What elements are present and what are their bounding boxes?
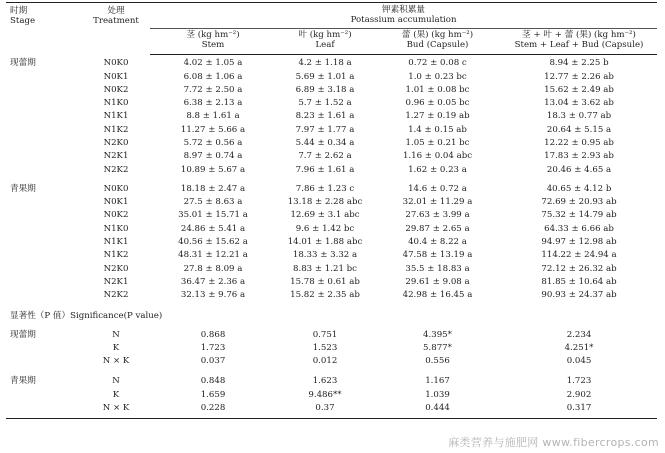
column-header-total-cn: 茎 + 叶 + 蕾 (果) (kg hm⁻²) bbox=[522, 29, 636, 40]
bud-value-cell: 42.98 ± 16.45 a bbox=[402, 290, 473, 301]
column-header-stem-cn: 茎 (kg hm⁻²) bbox=[186, 29, 240, 40]
leaf-value-cell: 7.96 ± 1.61 a bbox=[295, 164, 355, 175]
leaf-value-cell: 0.37 bbox=[315, 403, 335, 414]
stage-empty-cell bbox=[6, 290, 82, 303]
stage-empty-cell bbox=[6, 71, 82, 84]
stem-value-cell: 8.8 ± 1.61 a bbox=[186, 111, 240, 122]
leaf-value-cell: 4.2 ± 1.18 a bbox=[298, 58, 352, 69]
treatment-cell: N × K bbox=[102, 356, 130, 367]
column-header-bud bbox=[374, 28, 501, 54]
leaf-value-cell: 7.7 ± 2.62 a bbox=[298, 151, 352, 162]
treatment-header-cn: 处理 bbox=[107, 6, 125, 16]
stem-value-cell: 27.5 ± 8.63 a bbox=[183, 197, 243, 208]
table-row bbox=[6, 151, 657, 164]
table-row bbox=[6, 355, 657, 368]
bud-value-cell: 35.5 ± 18.83 a bbox=[405, 263, 470, 274]
table-row bbox=[6, 263, 657, 276]
stage-header-cn: 时期 bbox=[10, 6, 28, 16]
bud-value-cell: 0.72 ± 0.08 c bbox=[408, 58, 467, 69]
total-value-cell: 114.22 ± 24.94 a bbox=[541, 250, 617, 261]
total-value-cell: 1.723 bbox=[566, 376, 592, 387]
treatment-cell: N2K0 bbox=[103, 263, 129, 274]
significance-title-row bbox=[6, 310, 657, 324]
stem-value-cell: 1.659 bbox=[200, 389, 226, 400]
stage-empty-cell bbox=[6, 124, 82, 137]
total-value-cell: 94.97 ± 12.98 ab bbox=[541, 237, 617, 248]
stage-empty-cell bbox=[6, 236, 82, 249]
total-value-cell: 75.32 ± 14.79 ab bbox=[541, 210, 617, 221]
stage-empty-cell bbox=[6, 196, 82, 209]
leaf-value-cell: 0.012 bbox=[312, 356, 338, 367]
stem-value-cell: 0.868 bbox=[200, 329, 226, 340]
stem-value-cell: 1.723 bbox=[200, 342, 226, 353]
total-value-cell: 2.902 bbox=[566, 389, 592, 400]
bud-value-cell: 29.87 ± 2.65 a bbox=[405, 223, 470, 234]
leaf-value-cell: 6.89 ± 3.18 a bbox=[295, 84, 355, 95]
table-row bbox=[6, 223, 657, 236]
column-header-total-en: Stem + Leaf + Bud (Capsule) bbox=[514, 39, 644, 50]
treatment-cell: N0K1 bbox=[103, 197, 129, 208]
group-header-en: Potassium accumulation bbox=[350, 14, 457, 25]
total-value-cell: 2.234 bbox=[566, 329, 592, 340]
table-row bbox=[6, 250, 657, 263]
stem-value-cell: 18.18 ± 2.47 a bbox=[180, 183, 246, 194]
total-value-cell: 90.93 ± 24.37 ab bbox=[541, 290, 617, 301]
bud-value-cell: 1.27 ± 0.19 ab bbox=[405, 111, 470, 122]
spacer-cell bbox=[6, 369, 657, 376]
table-body bbox=[6, 54, 657, 418]
spacer-row bbox=[6, 303, 657, 310]
table-row bbox=[6, 376, 657, 389]
treatment-cell: N0K1 bbox=[103, 71, 129, 82]
table-row bbox=[6, 124, 657, 137]
stem-value-cell: 6.38 ± 2.13 a bbox=[183, 98, 243, 109]
table-row bbox=[6, 290, 657, 303]
treatment-cell: N2K1 bbox=[103, 276, 129, 287]
table-row bbox=[6, 84, 657, 97]
bud-value-cell: 14.6 ± 0.72 a bbox=[408, 183, 467, 194]
table-row bbox=[6, 402, 657, 415]
total-value-cell: 0.045 bbox=[566, 356, 592, 367]
stem-value-cell: 7.72 ± 2.50 a bbox=[183, 84, 243, 95]
stage-empty-cell bbox=[6, 250, 82, 263]
total-value-cell: 81.85 ± 10.64 ab bbox=[541, 276, 617, 287]
stem-value-cell: 0.848 bbox=[200, 376, 226, 387]
treatment-cell: N0K0 bbox=[103, 183, 129, 194]
spacer-cell bbox=[6, 303, 657, 310]
leaf-value-cell: 18.33 ± 3.32 a bbox=[292, 250, 358, 261]
leaf-value-cell: 5.69 ± 1.01 a bbox=[295, 71, 355, 82]
bud-value-cell: 1.16 ± 0.04 abc bbox=[402, 151, 473, 162]
treatment-header-en: Treatment bbox=[93, 15, 139, 26]
leaf-value-cell: 0.751 bbox=[312, 329, 338, 340]
bud-value-cell: 5.877* bbox=[423, 342, 452, 353]
column-header-stem bbox=[150, 28, 276, 54]
column-header-stem-en: Stem bbox=[201, 39, 225, 50]
bud-value-cell: 1.62 ± 0.23 a bbox=[408, 164, 467, 175]
leaf-value-cell: 5.44 ± 0.34 a bbox=[295, 137, 355, 148]
stage-header bbox=[6, 3, 82, 55]
column-header-bud-en: Bud (Capsule) bbox=[406, 39, 469, 50]
leaf-value-cell: 9.6 ± 1.42 bc bbox=[295, 223, 355, 234]
stage-empty-cell bbox=[6, 223, 82, 236]
leaf-value-cell: 13.18 ± 2.28 abc bbox=[287, 197, 363, 208]
total-value-cell: 12.77 ± 2.26 ab bbox=[544, 71, 614, 82]
table-row bbox=[6, 236, 657, 249]
bud-value-cell: 27.63 ± 3.99 a bbox=[405, 210, 470, 221]
treatment-cell: N2K2 bbox=[103, 290, 129, 301]
treatment-cell: N1K2 bbox=[103, 124, 129, 135]
stem-value-cell: 0.228 bbox=[200, 403, 226, 414]
total-value-cell: 72.12 ± 26.32 ab bbox=[541, 263, 617, 274]
bud-value-cell: 1.05 ± 0.21 bc bbox=[405, 137, 470, 148]
column-header-bud-cn: 蕾 (果) (kg hm⁻²) bbox=[401, 29, 474, 40]
stage-label: 现蕾期 bbox=[10, 329, 36, 340]
stem-value-cell: 40.56 ± 15.62 a bbox=[178, 237, 248, 248]
treatment-cell: K bbox=[112, 342, 120, 353]
total-value-cell: 8.94 ± 2.25 b bbox=[549, 58, 609, 69]
group-header-cn: 钾素积累量 bbox=[382, 5, 426, 15]
bud-value-cell: 1.4 ± 0.15 ab bbox=[408, 124, 467, 135]
stage-empty-cell bbox=[6, 210, 82, 223]
column-header-total bbox=[501, 28, 657, 54]
stem-value-cell: 11.27 ± 5.66 a bbox=[180, 124, 246, 135]
table-row bbox=[6, 111, 657, 124]
stem-value-cell: 8.97 ± 0.74 a bbox=[183, 151, 243, 162]
stage-empty-cell bbox=[6, 402, 82, 415]
column-header-leaf bbox=[276, 28, 374, 54]
table-row bbox=[6, 210, 657, 223]
stage-empty-cell bbox=[6, 263, 82, 276]
potassium-accumulation-table-container bbox=[6, 2, 657, 419]
treatment-cell: N0K0 bbox=[103, 58, 129, 69]
stage-label: 青果期 bbox=[10, 183, 36, 194]
table-row bbox=[6, 97, 657, 110]
leaf-value-cell: 12.69 ± 3.1 abc bbox=[290, 210, 360, 221]
total-value-cell: 0.317 bbox=[566, 403, 592, 414]
table-row bbox=[6, 196, 657, 209]
bud-value-cell: 4.395* bbox=[423, 329, 452, 340]
treatment-cell: N bbox=[112, 329, 120, 340]
treatment-cell: N1K2 bbox=[103, 250, 129, 261]
stage-empty-cell bbox=[6, 355, 82, 368]
stem-value-cell: 6.08 ± 1.06 a bbox=[183, 71, 243, 82]
column-header-leaf-en: Leaf bbox=[315, 39, 335, 50]
table-row bbox=[6, 71, 657, 84]
stem-value-cell: 36.47 ± 2.36 a bbox=[180, 276, 246, 287]
table-row bbox=[6, 389, 657, 402]
stem-value-cell: 27.8 ± 8.09 a bbox=[183, 263, 243, 274]
treatment-cell: N0K2 bbox=[103, 210, 129, 221]
bud-value-cell: 47.58 ± 13.19 a bbox=[402, 250, 473, 261]
treatment-cell: N2K2 bbox=[103, 164, 129, 175]
leaf-value-cell: 15.78 ± 0.61 ab bbox=[290, 276, 360, 287]
stage-empty-cell bbox=[6, 164, 82, 177]
total-value-cell: 12.22 ± 0.95 ab bbox=[544, 137, 614, 148]
bud-value-cell: 40.4 ± 8.22 a bbox=[408, 237, 467, 248]
total-value-cell: 17.83 ± 2.93 ab bbox=[544, 151, 614, 162]
table-row bbox=[6, 342, 657, 355]
treatment-header bbox=[82, 3, 150, 55]
leaf-value-cell: 7.86 ± 1.23 c bbox=[295, 183, 355, 194]
stem-value-cell: 10.89 ± 5.67 a bbox=[180, 164, 246, 175]
table-row bbox=[6, 58, 657, 71]
stem-value-cell: 24.86 ± 5.41 a bbox=[180, 223, 246, 234]
treatment-cell: N0K2 bbox=[103, 84, 129, 95]
leaf-value-cell: 7.97 ± 1.77 a bbox=[295, 124, 355, 135]
treatment-cell: N × K bbox=[102, 403, 130, 414]
table-row bbox=[6, 164, 657, 177]
total-value-cell: 40.65 ± 4.12 b bbox=[546, 183, 612, 194]
stage-empty-cell bbox=[6, 97, 82, 110]
treatment-cell: N1K1 bbox=[103, 111, 129, 122]
table-row bbox=[6, 276, 657, 289]
watermark: 麻类营养与施肥网 www.fibercrops.com bbox=[448, 436, 659, 449]
stage-empty-cell bbox=[6, 151, 82, 164]
stage-header-en: Stage bbox=[10, 15, 36, 26]
stem-value-cell: 35.01 ± 15.71 a bbox=[178, 210, 248, 221]
bud-value-cell: 32.01 ± 11.29 a bbox=[402, 197, 473, 208]
stem-value-cell: 48.31 ± 12.21 a bbox=[178, 250, 248, 261]
bud-value-cell: 0.96 ± 0.05 bc bbox=[405, 98, 470, 109]
total-value-cell: 20.64 ± 5.15 a bbox=[546, 124, 612, 135]
stage-empty-cell bbox=[6, 389, 82, 402]
potassium-accumulation-table bbox=[6, 2, 657, 419]
bud-value-cell: 0.556 bbox=[425, 356, 450, 367]
stage-empty-cell bbox=[6, 137, 82, 150]
leaf-value-cell: 5.7 ± 1.52 a bbox=[298, 98, 352, 109]
leaf-value-cell: 8.83 ± 1.21 bc bbox=[293, 263, 357, 274]
bud-value-cell: 29.61 ± 9.08 a bbox=[405, 276, 470, 287]
table-row bbox=[6, 183, 657, 196]
treatment-cell: K bbox=[112, 389, 120, 400]
spacer-row bbox=[6, 369, 657, 376]
total-value-cell: 20.46 ± 4.65 a bbox=[546, 164, 612, 175]
stage-empty-cell bbox=[6, 84, 82, 97]
stem-value-cell: 0.037 bbox=[200, 356, 226, 367]
bud-value-cell: 1.039 bbox=[425, 389, 450, 400]
leaf-value-cell: 1.523 bbox=[312, 342, 338, 353]
treatment-cell: N2K1 bbox=[103, 151, 129, 162]
group-header bbox=[150, 3, 657, 29]
total-value-cell: 13.04 ± 3.62 ab bbox=[544, 98, 614, 109]
table-row bbox=[6, 137, 657, 150]
bottom-rule bbox=[6, 416, 657, 419]
total-value-cell: 64.33 ± 6.66 ab bbox=[544, 223, 614, 234]
leaf-value-cell: 9.486** bbox=[308, 389, 342, 400]
treatment-cell: N1K1 bbox=[103, 237, 129, 248]
stage-label: 现蕾期 bbox=[10, 58, 36, 69]
stage-empty-cell bbox=[6, 276, 82, 289]
total-value-cell: 4.251* bbox=[564, 342, 594, 353]
stage-empty-cell bbox=[6, 342, 82, 355]
leaf-value-cell: 14.01 ± 1.88 abc bbox=[287, 237, 363, 248]
leaf-value-cell: 1.623 bbox=[312, 376, 338, 387]
stem-value-cell: 32.13 ± 9.76 a bbox=[180, 290, 246, 301]
total-value-cell: 72.69 ± 20.93 ab bbox=[541, 197, 617, 208]
bud-value-cell: 0.444 bbox=[425, 403, 450, 414]
total-value-cell: 15.62 ± 2.49 ab bbox=[544, 84, 614, 95]
bud-value-cell: 1.01 ± 0.08 bc bbox=[405, 84, 470, 95]
stem-value-cell: 4.02 ± 1.05 a bbox=[183, 58, 243, 69]
bud-value-cell: 1.167 bbox=[425, 376, 450, 387]
table-row bbox=[6, 329, 657, 342]
column-header-leaf-cn: 叶 (kg hm⁻²) bbox=[298, 29, 352, 40]
stage-empty-cell bbox=[6, 111, 82, 124]
treatment-cell: N1K0 bbox=[103, 98, 129, 109]
bottom-rule-row bbox=[6, 416, 657, 419]
treatment-cell: N2K0 bbox=[103, 137, 129, 148]
bud-value-cell: 1.0 ± 0.23 bc bbox=[408, 71, 467, 82]
leaf-value-cell: 8.23 ± 1.61 a bbox=[295, 111, 355, 122]
treatment-cell: N bbox=[112, 376, 120, 387]
treatment-cell: N1K0 bbox=[103, 223, 129, 234]
stem-value-cell: 5.72 ± 0.56 a bbox=[183, 137, 243, 148]
stage-label: 青果期 bbox=[10, 376, 36, 387]
leaf-value-cell: 15.82 ± 2.35 ab bbox=[290, 290, 360, 301]
significance-title: 显著性（P 值）Significance(P value) bbox=[10, 310, 163, 321]
total-value-cell: 18.3 ± 0.77 ab bbox=[546, 111, 612, 122]
